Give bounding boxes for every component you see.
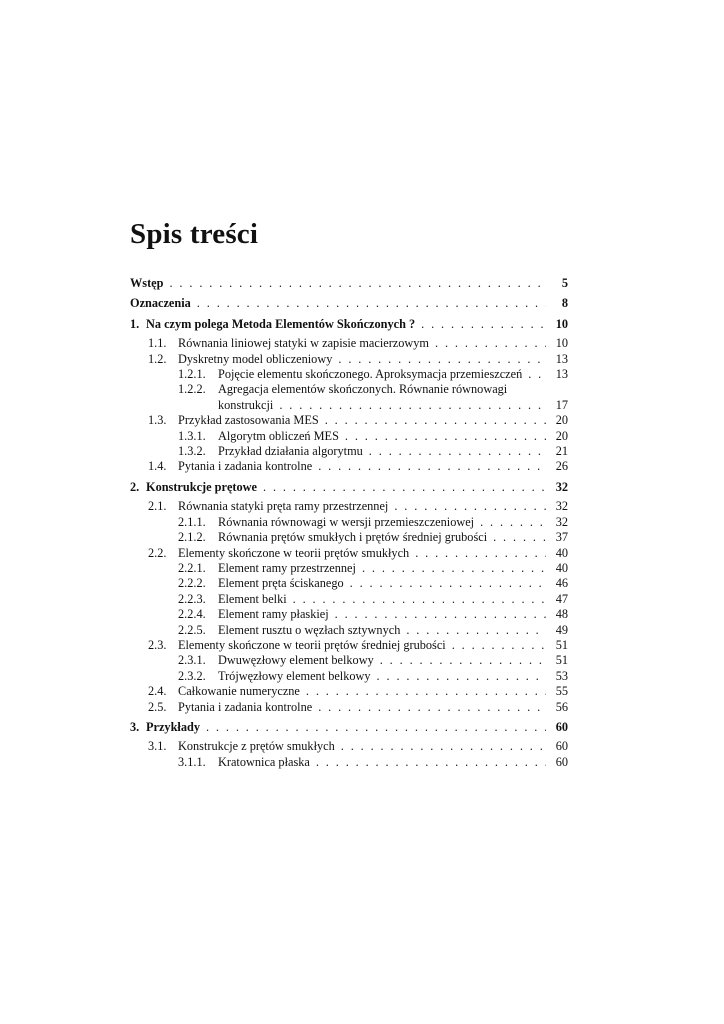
toc-entry[interactable] — [130, 638, 568, 653]
toc-entry-title: Kratownica płaska — [218, 754, 310, 769]
toc-entry-number: 1.2.1. — [178, 367, 206, 382]
toc-entry[interactable] — [130, 515, 568, 530]
toc-entry-number: 3. — [130, 719, 140, 734]
dot-leader — [406, 623, 546, 638]
toc-page-number: 13 — [555, 351, 568, 366]
toc-entry-number: 2.2.2. — [178, 576, 206, 591]
toc-entry-title: Przykłady — [146, 719, 200, 734]
toc-entry[interactable] — [130, 413, 568, 428]
toc-page-number: 17 — [555, 397, 568, 412]
toc-page-number: 49 — [555, 622, 568, 637]
toc-entry-number: 2.2.4. — [178, 607, 206, 622]
dot-leader — [306, 684, 546, 699]
toc-entry-number: 2.1.1. — [178, 514, 206, 529]
toc-page-number: 26 — [555, 459, 568, 474]
toc-entry-number: 1. — [130, 316, 140, 331]
toc-page-number: 32 — [555, 479, 568, 494]
dot-leader — [279, 398, 546, 413]
dot-leader — [493, 530, 546, 545]
toc-entry-title: Całkowanie numeryczne — [178, 684, 300, 699]
toc-entry-title: Dwuwęzłowy element belkowy — [218, 653, 374, 668]
dot-leader — [350, 576, 546, 591]
toc-entry-title: Elementy skończone w teorii prętów smukłych — [178, 545, 410, 560]
toc-entry[interactable] — [130, 367, 568, 382]
toc-entry-number: 2.4. — [148, 684, 167, 699]
dot-leader — [263, 480, 546, 495]
dot-leader — [362, 561, 546, 576]
toc-page-number: 32 — [555, 514, 568, 529]
dot-leader — [293, 592, 546, 607]
toc-page-number: 20 — [555, 413, 568, 428]
toc-entry-number: 1.3.2. — [178, 444, 206, 459]
toc-entry-title: Trójwęzłowy element belkowy — [218, 668, 371, 683]
toc-entry[interactable] — [130, 669, 568, 684]
toc-entry-number: 2.5. — [148, 699, 167, 714]
toc-entry-number: 1.2.2. — [178, 382, 206, 397]
toc-entry-title: Przykład zastosowania MES — [178, 413, 319, 428]
toc-entry-title: Algorytm obliczeń MES — [218, 428, 339, 443]
dot-leader — [316, 755, 546, 770]
toc-entry-number: 2.3. — [148, 637, 167, 652]
toc-page-number: 48 — [555, 607, 568, 622]
toc-entry[interactable] — [130, 755, 568, 770]
toc-entry[interactable] — [130, 592, 568, 607]
toc-page-number: 60 — [555, 754, 568, 769]
page-title: Spis treści — [130, 218, 259, 250]
toc-entry[interactable] — [130, 352, 568, 367]
dot-leader — [394, 499, 546, 514]
toc-entry-number: 2.1. — [148, 499, 167, 514]
toc-entry-number: 2.3.1. — [178, 653, 206, 668]
toc-page-number: 47 — [555, 591, 568, 606]
toc-entry-number: 2.1.2. — [178, 530, 206, 545]
toc-entry-title: Pytania i zadania kontrolne — [178, 459, 313, 474]
toc-entry-number: 2.3.2. — [178, 668, 206, 683]
toc-entry-title: Element ramy przestrzennej — [218, 560, 356, 575]
toc-entry[interactable] — [130, 576, 568, 591]
toc-entry[interactable] — [130, 684, 568, 699]
toc-entry-number: 1.2. — [148, 351, 167, 366]
dot-leader — [169, 276, 546, 291]
toc-page-number: 21 — [555, 444, 568, 459]
dot-leader — [435, 336, 546, 351]
toc-page-number: 37 — [555, 530, 568, 545]
toc-entry[interactable] — [130, 382, 568, 397]
toc-page-number: 51 — [555, 637, 568, 652]
toc-entry-title: Agregacja elementów skończonych. Równanie równowagi — [218, 382, 508, 397]
toc-chapter[interactable] — [130, 296, 568, 311]
toc-page-number: 32 — [555, 499, 568, 514]
dot-leader — [415, 546, 546, 561]
toc-entry[interactable] — [130, 398, 568, 413]
toc-entry-title: Równania równowagi w wersji przemieszczeniowej — [218, 514, 475, 529]
toc-entry-title: Pytania i zadania kontrolne — [178, 699, 313, 714]
toc-entry-title: Na czym polega Metoda Elementów Skończonych ? — [146, 316, 416, 331]
toc-entry[interactable] — [130, 607, 568, 622]
toc-page-number: 51 — [555, 653, 568, 668]
toc-chapter[interactable] — [130, 480, 568, 495]
toc-entry-number: 1.4. — [148, 459, 167, 474]
toc-entry-title: Konstrukcje prętowe — [146, 479, 257, 494]
dot-leader — [377, 669, 546, 684]
dot-leader — [206, 720, 546, 735]
toc-page-number: 60 — [555, 719, 568, 734]
dot-leader — [197, 296, 546, 311]
toc-entry-title: Równania liniowej statyki w zapisie macierzowym — [178, 336, 429, 351]
toc-entry[interactable] — [130, 499, 568, 514]
toc-page-number: 5 — [561, 276, 568, 290]
toc-entry-number: 1.3. — [148, 413, 167, 428]
toc-page-number: 10 — [555, 336, 568, 351]
toc-entry[interactable] — [130, 623, 568, 638]
dot-leader — [335, 607, 546, 622]
toc-entry-title: Konstrukcje z prętów smukłych — [178, 739, 335, 754]
toc-entry[interactable] — [130, 459, 568, 474]
toc-page-number: 40 — [555, 545, 568, 560]
toc-entry[interactable] — [130, 546, 568, 561]
toc-page-number: 20 — [555, 428, 568, 443]
toc-entry-number: 1.1. — [148, 336, 167, 351]
toc-chapter[interactable] — [130, 317, 568, 332]
toc-entry-number: 2.2.1. — [178, 560, 206, 575]
dot-leader — [480, 515, 546, 530]
dot-leader — [528, 367, 546, 382]
toc-entry[interactable] — [130, 739, 568, 754]
toc-page-number: 40 — [555, 560, 568, 575]
toc-entry-number: 2. — [130, 479, 140, 494]
toc-entry[interactable] — [130, 444, 568, 459]
dot-leader — [341, 739, 546, 754]
toc-entry-title: Równania prętów smukłych i prętów średniej grubości — [218, 530, 488, 545]
toc-page-number: 60 — [555, 739, 568, 754]
toc-entry-title: Element pręta ściskanego — [218, 576, 344, 591]
toc-entry-title: Oznaczenia — [130, 296, 191, 311]
toc-page-number: 13 — [555, 367, 568, 382]
dot-leader — [345, 429, 546, 444]
table-of-contents — [130, 276, 568, 770]
toc-entry-title: Dyskretny model obliczeniowy — [178, 351, 333, 366]
toc-entry[interactable] — [130, 336, 568, 351]
toc-page-number: 53 — [555, 668, 568, 683]
toc-entry[interactable] — [130, 429, 568, 444]
toc-chapter[interactable] — [130, 720, 568, 735]
toc-entry-title: Wstęp — [130, 276, 164, 290]
toc-entry-title: Elementy skończone w teorii prętów średniej grubości — [178, 637, 446, 652]
dot-leader — [380, 653, 546, 668]
toc-entry-title: Element rusztu o węzłach sztywnych — [218, 622, 401, 637]
toc-entry-title: Element ramy płaskiej — [218, 607, 329, 622]
toc-entry-title: konstrukcji — [218, 397, 274, 412]
toc-chapter[interactable] — [130, 276, 568, 291]
toc-entry[interactable] — [130, 530, 568, 545]
toc-entry-number: 1.3.1. — [178, 428, 206, 443]
toc-entry[interactable] — [130, 653, 568, 668]
toc-entry-number: 2.2.3. — [178, 591, 206, 606]
dot-leader — [369, 444, 546, 459]
toc-entry-title: Przykład działania algorytmu — [218, 444, 363, 459]
toc-page-number: 10 — [555, 316, 568, 331]
dot-leader — [318, 700, 546, 715]
dot-leader — [421, 317, 546, 332]
toc-page-number: 46 — [555, 576, 568, 591]
toc-entry-title: Pojęcie elementu skończonego. Aproksymacja przemieszczeń — [218, 367, 523, 382]
toc-entry-number: 2.2.5. — [178, 622, 206, 637]
toc-page-number: 55 — [555, 684, 568, 699]
dot-leader — [325, 413, 546, 428]
toc-page-number: 8 — [561, 296, 568, 311]
toc-entry[interactable] — [130, 700, 568, 715]
dot-leader — [318, 459, 546, 474]
toc-entry-number: 2.2. — [148, 545, 167, 560]
toc-entry-number: 3.1.1. — [178, 754, 206, 769]
toc-entry-title: Element belki — [218, 591, 287, 606]
toc-entry-title: Równania statyki pręta ramy przestrzennej — [178, 499, 389, 514]
dot-leader — [338, 352, 546, 367]
toc-entry-number: 3.1. — [148, 739, 167, 754]
toc-entry[interactable] — [130, 561, 568, 576]
toc-page-number: 56 — [555, 699, 568, 714]
dot-leader — [452, 638, 546, 653]
